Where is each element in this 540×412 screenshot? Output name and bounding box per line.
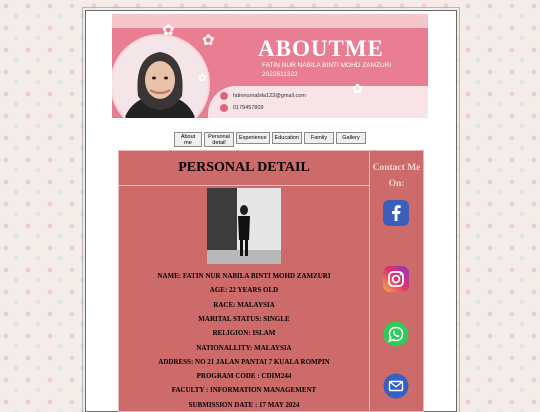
banner-email: fatinnurnabila123@gmail.com [233,93,306,99]
phone-icon [220,104,228,112]
nav-personal-detail-button[interactable]: Personal detail [204,132,234,147]
detail-name: NAME: FATIN NUR NABILA BINTI MOHD ZAMZURI [157,272,331,280]
contact-heading-on: On: [388,179,405,189]
nav-family-button[interactable]: Family [304,132,334,144]
banner-title: ABOUTME [258,36,384,61]
email-icon [220,92,228,100]
banner-profile-photo [112,34,210,118]
detail-race: RACE: MALAYSIA [213,301,275,309]
banner-full-name: FATIN NUR NABILA BINTI MOHD ZAMZURI [262,62,392,69]
detail-marital-status: MARITAL STATUS: SINGLE [198,315,290,323]
instagram-icon[interactable] [383,266,409,292]
email-icon[interactable] [383,373,409,399]
whatsapp-icon[interactable] [383,321,409,347]
detail-address: ADDRESS: NO 21 JALAN PANTAI 7 KUALA ROMPIN [158,358,330,366]
banner-contact-panel [208,86,428,118]
banner-email-row [220,92,306,100]
facebook-icon[interactable] [383,200,409,226]
page-title: PERSONAL DETAIL [119,151,369,186]
detail-age: AGE: 22 YEARS OLD [209,286,279,294]
detail-faculty: FACULTY : INFORMATION MANAGEMENT [171,386,317,394]
nav-about-me-button[interactable]: About me [174,132,202,147]
detail-nationality: NATIONALLITY: MALAYSIA [196,344,292,352]
flower-decoration-icon: ✿ [202,33,215,49]
banner-student-id: 2022611322 [262,71,298,78]
banner-phone-row [220,104,264,112]
personal-detail-panel [118,150,370,412]
profile-photo [207,188,281,264]
flower-decoration-icon: ✿ [198,73,207,84]
detail-program-code: PROGRAM CODE : CDIM244 [196,372,292,380]
contact-sidebar [369,150,424,412]
contact-heading: Contact Me [372,163,421,173]
nav-gallery-button[interactable]: Gallery [336,132,366,144]
detail-submission-date: SUBMISSION DATE : 17 MAY 2024 [188,401,300,409]
banner-top-stripe [112,14,428,28]
flower-decoration-icon: ✿ [352,81,363,96]
nav-education-button[interactable]: Education [272,132,302,144]
nav-experience-button[interactable]: Experience [236,132,270,144]
about-me-banner [112,14,428,118]
nav-bar [118,131,422,150]
detail-religion: RELIGION: ISLAM [212,329,276,337]
banner-phone: 0179457809 [233,105,264,111]
flower-decoration-icon: ✿ [162,23,175,39]
